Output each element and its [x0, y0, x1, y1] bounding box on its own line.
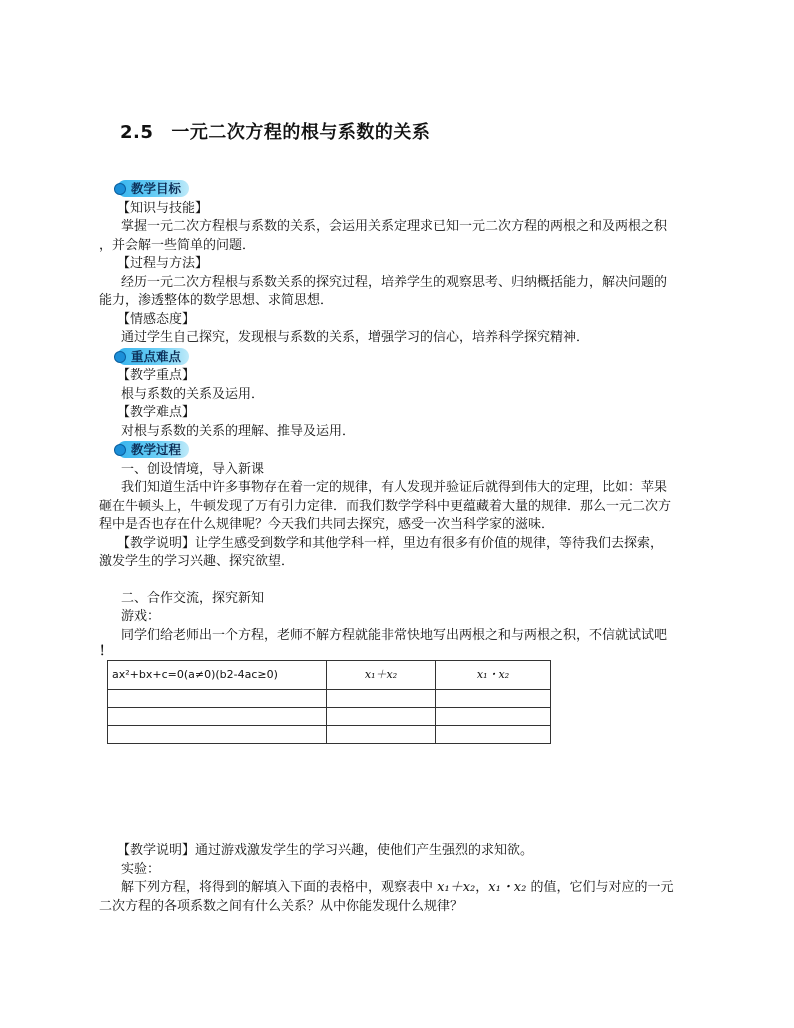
table-row — [108, 708, 551, 726]
section-1-line-1: 我们知道生活中许多事物存在着一定的规律，有人发现并验证后就得到伟大的定理，比如：苹果 — [121, 480, 668, 495]
objectives-badge: 教学目标 — [117, 180, 189, 197]
section-title: 一元二次方程的根与系数的关系 — [171, 122, 431, 143]
objectives-section — [99, 180, 709, 348]
game-line-2: ！ — [99, 644, 113, 659]
knowledge-heading: 【知识与技能】 — [117, 200, 209, 216]
table-row — [108, 726, 551, 744]
section-1-line-2: 砸在牛顿头上，牛顿发现了万有引力定律．而我们数学学科中更蕴藏着大量的规律．那么一元二次方 — [99, 498, 672, 514]
table-cell[interactable] — [108, 726, 327, 744]
experiment-label: 实验： — [121, 861, 161, 877]
experiment-text-b: 的值，它们与对应的一元 — [530, 880, 674, 895]
experiment-line-1 — [99, 879, 719, 898]
game-label: 游戏： — [121, 609, 161, 624]
table-header-row — [108, 661, 551, 690]
table-header-sum: x₁＋x₂ — [327, 661, 436, 690]
focus-heading: 【教学重点】 — [117, 368, 196, 383]
table-cell[interactable] — [436, 726, 551, 744]
table-row — [108, 690, 551, 708]
table-cell[interactable] — [436, 708, 551, 726]
difficulty-text: 对根与系数的关系的理解、推导及运用． — [121, 423, 356, 439]
process-line-1: 经历一元二次方程根与系数关系的探究过程，培养学生的观察思考、归纳概括能力，解决问题的 — [121, 274, 668, 290]
game-table — [107, 660, 551, 744]
game-note: 【教学说明】通过游戏激发学生的学习兴趣，使他们产生强烈的求知欲。 — [117, 843, 534, 858]
keypoints-section — [99, 348, 709, 442]
document-body — [99, 180, 709, 744]
knowledge-line-2: ，并会解一些简单的问题． — [99, 237, 256, 253]
table-header-equation: ax²+bx+c=0(a≠0)(b2-4ac≥0) — [108, 661, 327, 690]
section-number: 2.5 — [120, 122, 154, 143]
table-cell[interactable] — [327, 726, 436, 744]
attitude-heading: 【情感态度】 — [117, 311, 196, 327]
knowledge-line-1: 掌握一元二次方程根与系数的关系，会运用关系定理求已知一元二次方程的两根之和及两根之积 — [121, 219, 668, 234]
section-1-line-3: 程中是否也存在什么规律呢？今天我们共同去探究，感受一次当科学家的滋味． — [99, 517, 555, 532]
difficulty-heading: 【教学难点】 — [117, 405, 196, 420]
section-2-heading: 二、合作交流，探究新知 — [121, 590, 265, 606]
process-line-2: 能力，渗透整体的数学思想、求简思想． — [99, 293, 334, 308]
experiment-section — [99, 842, 719, 916]
section-1-heading: 一、创设情境，导入新课 — [121, 461, 265, 477]
page-title — [120, 118, 430, 144]
separator: ， — [475, 880, 489, 895]
spacer — [99, 572, 709, 590]
table-cell[interactable] — [108, 690, 327, 708]
table-header-product: x₁・x₂ — [436, 661, 551, 690]
table-cell[interactable] — [436, 690, 551, 708]
section-1-note-line-2: 激发学生的学习兴趣、探究欲望． — [99, 554, 295, 569]
sum-expression: x₁＋x₂ — [437, 880, 476, 895]
keypoints-badge: 重点难点 — [117, 348, 189, 365]
product-expression: x₁・x₂ — [488, 880, 527, 895]
attitude-line-1: 通过学生自己探究，发现根与系数的关系，增强学习的信心，培养科学探究精神． — [121, 330, 590, 345]
focus-text: 根与系数的关系及运用． — [121, 386, 265, 402]
table-cell[interactable] — [327, 690, 436, 708]
process-section — [99, 441, 709, 659]
process-heading: 【过程与方法】 — [117, 256, 209, 271]
table-cell[interactable] — [108, 708, 327, 726]
game-line-1: 同学们给老师出一个方程，老师不解方程就能非常快地写出两根之和与两根之积，不信就试试吧 — [121, 627, 668, 643]
experiment-text-a: 解下列方程，将得到的解填入下面的表格中，观察表中 — [121, 880, 434, 895]
process-badge: 教学过程 — [117, 441, 189, 458]
section-1-note-line-1: 【教学说明】让学生感受到数学和其他学科一样，里边有很多有价值的规律，等待我们去探索， — [117, 535, 664, 551]
table-cell[interactable] — [327, 708, 436, 726]
experiment-line-2: 二次方程的各项系数之间有什么关系？从中你能发现什么规律？ — [99, 898, 464, 914]
